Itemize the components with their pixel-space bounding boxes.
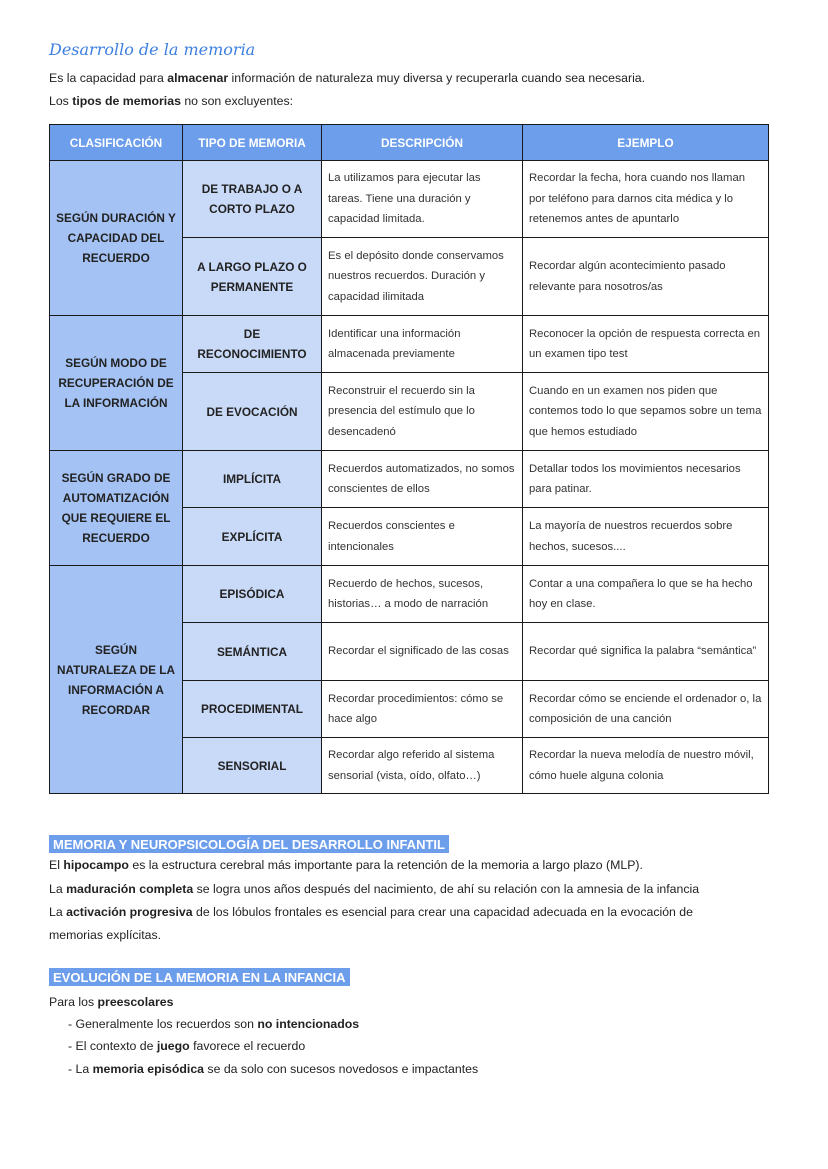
example-cell: Recordar cómo se enciende el ordenador o, la composición de una canción [523,681,769,738]
text-segment: es la estructura cerebral más importante para la retención de la memoria a largo plazo (MLP). [128,858,643,872]
text-segment: memorias explícitas. [49,928,162,942]
description-cell: Recuerdos automatizados, no somos conscientes de ellos [322,451,523,508]
text-segment: La [49,905,67,919]
memory-type-cell: IMPLÍCITA [183,451,322,508]
column-header: TIPO DE MEMORIA [183,125,322,161]
example-cell: Cuando en un examen nos piden que contemos todo lo que sepamos sobre un tema que hemos estudiado [523,373,769,451]
memory-type-cell: PROCEDIMENTAL [183,681,322,738]
memory-type-cell: EPISÓDICA [183,566,322,623]
example-cell: Recordar qué significa la palabra “semántica” [523,623,769,681]
bold-text: juego [156,1039,190,1053]
memory-type-cell: SEMÁNTICA [183,623,322,681]
table-row [50,451,769,508]
text-segment: se logra unos años después del nacimiento, de ahí su relación con la amnesia de la infancia [193,882,700,896]
example-cell: Recordar la fecha, hora cuando nos llaman por teléfono para darnos cita médica y lo retenemos antes de apuntarlo [523,161,769,238]
bold-text: preescolares [97,995,174,1009]
paragraph-line [49,880,699,898]
text-segment: - Generalmente los recuerdos son [68,1017,258,1031]
column-header: EJEMPLO [523,125,769,161]
text-segment: - La [68,1062,93,1076]
example-cell: Recordar la nueva melodía de nuestro móvil, cómo huele alguna colonia [523,738,769,794]
paragraph-line [49,856,643,874]
paragraph-line [49,926,161,944]
memory-types-table [49,124,769,794]
classification-cell: SEGÚN GRADO DE AUTOMATIZACIÓN QUE REQUIERE EL RECUERDO [50,451,183,566]
description-cell: Recordar algo referido al sistema sensorial (vista, oído, olfato…) [322,738,523,794]
text-segment: no son excluyentes: [180,94,294,108]
example-cell: Reconocer la opción de respuesta correcta en un examen tipo test [523,316,769,373]
description-cell: Es el depósito donde conservamos nuestros recuerdos. Duración y capacidad ilimitada [322,238,523,316]
text-segment: El [49,858,64,872]
bold-text: maduración completa [66,882,194,896]
list-item [68,1062,478,1076]
bold-text: tipos de memorias [72,94,181,108]
description-cell: Recordar procedimientos: cómo se hace algo [322,681,523,738]
list-item [68,1039,305,1053]
example-cell: Detallar todos los movimientos necesarios para patinar. [523,451,769,508]
table-row [50,566,769,623]
paragraph-line [49,993,173,1011]
example-cell: La mayoría de nuestros recuerdos sobre hechos, sucesos.... [523,508,769,566]
text-segment: Para los [49,995,98,1009]
memory-type-cell: A LARGO PLAZO O PERMANENTE [183,238,322,316]
memory-type-cell: DE EVOCACIÓN [183,373,322,451]
table-body [50,161,769,794]
bold-text: memoria episódica [92,1062,205,1076]
text-segment: de los lóbulos frontales es esencial para crear una capacidad adecuada en la evocación de [192,905,693,919]
example-cell: Contar a una compañera lo que se ha hecho hoy en clase. [523,566,769,623]
memory-type-cell: DE RECONOCIMIENTO [183,316,322,373]
description-cell: Reconstruir el recuerdo sin la presencia del estímulo que lo desencadenó [322,373,523,451]
table-row [50,161,769,238]
page-title: Desarrollo de la memoria [49,40,256,59]
description-cell: Recuerdo de hechos, sucesos, historias… a modo de narración [322,566,523,623]
classification-cell: SEGÚN DURACIÓN Y CAPACIDAD DEL RECUERDO [50,161,183,316]
text-segment: se da solo con sucesos novedosos e impactantes [204,1062,479,1076]
column-header: DESCRIPCIÓN [322,125,523,161]
paragraph-line [49,903,693,921]
table-row [50,316,769,373]
text-segment: favorece el recuerdo [189,1039,306,1053]
memory-type-cell: SENSORIAL [183,738,322,794]
memory-type-cell: EXPLÍCITA [183,508,322,566]
text-segment: - El contexto de [68,1039,157,1053]
classification-cell: SEGÚN MODO DE RECUPERACIÓN DE LA INFORMACIÓN [50,316,183,451]
bold-text: activación progresiva [66,905,193,919]
example-cell: Recordar algún acontecimiento pasado relevante para nosotros/as [523,238,769,316]
text-segment: La [49,882,67,896]
section-heading: MEMORIA Y NEUROPSICOLOGÍA DEL DESARROLLO INFANTIL [49,835,449,853]
column-header: CLASIFICACIÓN [50,125,183,161]
section-heading: EVOLUCIÓN DE LA MEMORIA EN LA INFANCIA [49,968,350,986]
description-cell: Identificar una información almacenada previamente [322,316,523,373]
text-segment: información de naturaleza muy diversa y recuperarla cuando sea necesaria. [228,71,646,85]
bold-text: hipocampo [63,858,129,872]
description-cell: Recuerdos conscientes e intencionales [322,508,523,566]
classification-cell: SEGÚN NATURALEZA DE LA INFORMACIÓN A RECORDAR [50,566,183,794]
intro-line [49,69,645,87]
description-cell: Recordar el significado de las cosas [322,623,523,681]
bold-text: almacenar [167,71,229,85]
text-segment: Los [49,94,73,108]
list-item [68,1017,359,1031]
text-segment: Es la capacidad para [49,71,168,85]
bold-text: no intencionados [257,1017,360,1031]
memory-type-cell: DE TRABAJO O A CORTO PLAZO [183,161,322,238]
description-cell: La utilizamos para ejecutar las tareas. Tiene una duración y capacidad limitada. [322,161,523,238]
intro-line [49,92,293,110]
table-header-row [50,125,769,161]
